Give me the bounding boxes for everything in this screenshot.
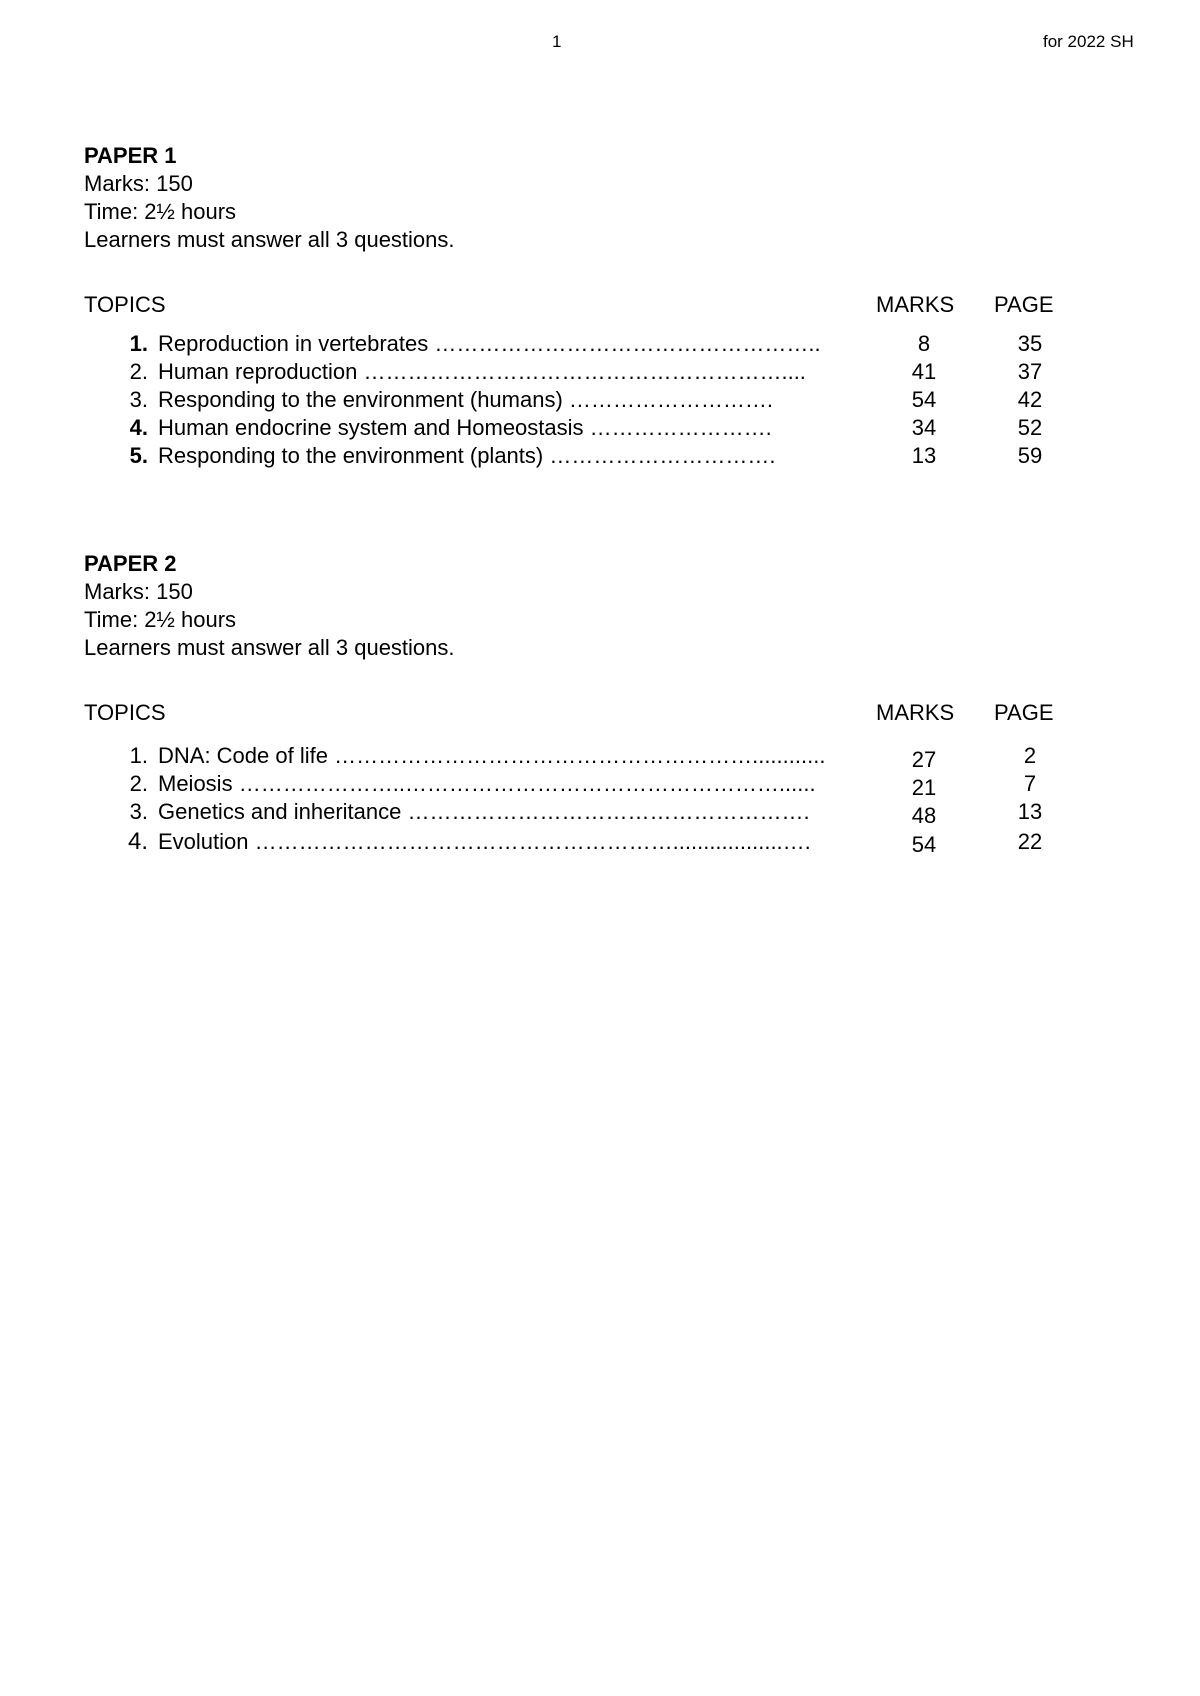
paper-title: PAPER 2 <box>84 551 177 576</box>
topic-row <box>84 358 1084 386</box>
page-number: 1 <box>552 32 562 51</box>
topic-label <box>158 798 918 826</box>
topic-page: 37 <box>1017 359 1043 384</box>
topic-row <box>84 798 1084 826</box>
topic-row <box>84 442 1084 470</box>
topic-page: 7 <box>1023 771 1037 796</box>
topic-row <box>84 742 1084 770</box>
topic-number: 3. <box>129 387 148 412</box>
topic-title: Human endocrine system and Homeostasis <box>158 415 584 440</box>
topic-leader-dots: ………………………. <box>568 387 774 412</box>
topic-leader-dots: ………………………………………………….... <box>363 359 806 384</box>
page-header <box>0 32 1200 56</box>
paper-marks: Marks: 150 <box>84 579 193 604</box>
topic-marks: 27 <box>911 747 937 772</box>
topic-page: 2 <box>1023 743 1037 768</box>
topic-row <box>84 330 1084 358</box>
topic-label <box>158 442 918 470</box>
topic-label <box>158 770 918 798</box>
topic-number: 4. <box>127 828 148 855</box>
topics-header <box>84 292 1084 322</box>
topic-marks: 34 <box>911 415 937 440</box>
page-column-header: PAGE <box>994 292 1054 317</box>
topic-label <box>158 742 918 770</box>
topic-row <box>84 386 1084 414</box>
topic-leader-dots: …………………..……………………………………………...... <box>238 771 816 796</box>
topic-leader-dots: …………………………. <box>549 443 776 468</box>
paper-instruction: Learners must answer all 3 questions. <box>84 227 455 252</box>
topic-list <box>84 742 1084 858</box>
topic-marks: 21 <box>911 775 937 800</box>
topic-row <box>84 770 1084 798</box>
topic-leader-dots: ………………………………………………. <box>407 799 810 824</box>
topic-marks: 13 <box>911 443 937 468</box>
topic-number: 3. <box>129 799 148 824</box>
topic-number: 2. <box>129 771 148 796</box>
topic-title: Genetics and inheritance <box>158 799 402 824</box>
topic-title: Reproduction in vertebrates <box>158 331 429 356</box>
topic-title: Responding to the environment (plants) <box>158 443 544 468</box>
topic-label <box>158 386 918 414</box>
paper-2-section <box>84 550 1084 858</box>
topic-marks: 8 <box>917 331 931 356</box>
topic-label <box>158 358 918 386</box>
topic-row <box>84 414 1084 442</box>
topics-column-header: TOPICS <box>84 292 166 317</box>
topic-number: 4. <box>129 415 148 440</box>
topic-title: Meiosis <box>158 771 233 796</box>
topic-page: 22 <box>1017 829 1043 854</box>
topic-title: DNA: Code of life <box>158 743 328 768</box>
paper-1-section <box>84 142 1084 470</box>
topic-title: Human reproduction <box>158 359 358 384</box>
topic-title: Responding to the environment (humans) <box>158 387 563 412</box>
topic-marks: 48 <box>911 803 937 828</box>
topic-page: 59 <box>1017 443 1043 468</box>
topics-header <box>84 700 1084 730</box>
topic-page: 35 <box>1017 331 1043 356</box>
topic-number: 1. <box>129 331 148 356</box>
topic-leader-dots: …………………………………………….. <box>434 331 821 356</box>
topic-marks: 54 <box>911 387 937 412</box>
topic-marks: 54 <box>911 832 937 857</box>
topic-page: 13 <box>1017 799 1043 824</box>
paper-time: Time: 2½ hours <box>84 199 237 224</box>
paper-time: Time: 2½ hours <box>84 607 237 632</box>
topic-label <box>158 826 918 858</box>
header-note: for 2022 SH <box>1043 32 1134 51</box>
topic-leader-dots: …………………………………………………............ <box>334 743 826 768</box>
topic-title: Evolution <box>158 829 249 854</box>
topic-leader-dots: ……………………. <box>589 415 772 440</box>
topic-page: 52 <box>1017 415 1043 440</box>
page-column-header: PAGE <box>994 700 1054 725</box>
topic-row <box>84 826 1084 858</box>
paper-title: PAPER 1 <box>84 143 177 168</box>
topic-number: 1. <box>129 743 148 768</box>
topic-leader-dots: …………………………………………………..................…. <box>254 829 811 854</box>
topic-number: 2. <box>129 359 148 384</box>
marks-column-header: MARKS <box>876 700 955 725</box>
marks-column-header: MARKS <box>876 292 955 317</box>
topic-label <box>158 330 918 358</box>
topic-label <box>158 414 918 442</box>
topic-list <box>84 330 1084 470</box>
topic-page: 42 <box>1017 387 1043 412</box>
topics-column-header: TOPICS <box>84 700 166 725</box>
topic-number: 5. <box>129 443 148 468</box>
paper-instruction: Learners must answer all 3 questions. <box>84 635 455 660</box>
paper-marks: Marks: 150 <box>84 171 193 196</box>
topic-marks: 41 <box>911 359 937 384</box>
